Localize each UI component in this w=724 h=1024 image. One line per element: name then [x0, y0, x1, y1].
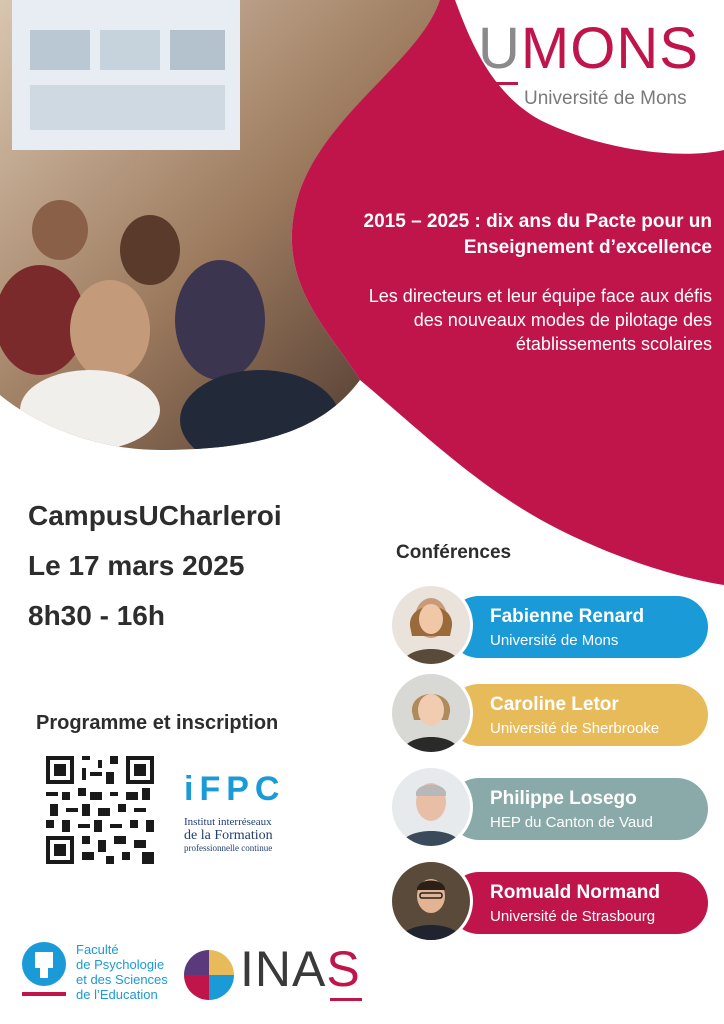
inas-puzzle-icon	[182, 948, 236, 1002]
speaker-name: Caroline Letor	[490, 694, 619, 715]
speaker-name: Romuald Normand	[490, 882, 660, 903]
event-title: 2015 – 2025 : dix ans du Pacte pour un Enseignement d’excellence	[363, 211, 712, 258]
speaker-photo	[392, 586, 470, 664]
speaker-photo	[392, 862, 470, 940]
speaker-affiliation: Université de Mons	[490, 632, 619, 649]
registration-qr-code[interactable]	[46, 756, 154, 864]
inas-logo-text: INAS	[240, 941, 361, 997]
event-location: CampusUCharleroi	[28, 500, 282, 531]
programme-heading: Programme et inscription	[36, 712, 279, 734]
speaker-card	[392, 674, 708, 752]
faculty-logo-icon	[18, 940, 70, 1002]
speaker-affiliation: Université de Sherbrooke	[490, 720, 660, 737]
faculty-name: Faculté de Psychologie et des Sciences de l’Education	[76, 942, 168, 1002]
speaker-affiliation: HEP du Canton de Vaud	[490, 814, 653, 831]
speaker-card	[392, 862, 708, 940]
speaker-card	[392, 586, 708, 664]
speaker-photo	[392, 674, 470, 752]
inas-underline	[330, 998, 362, 1001]
event-time: 8h30 - 16h	[28, 600, 165, 631]
event-subtitle: Les directeurs et leur équipe face aux défis des nouveaux modes de pilotage des établissements scolaires	[368, 286, 712, 354]
speaker-photo	[392, 768, 470, 846]
conferences-heading: Conférences	[396, 542, 512, 563]
speaker-name: Philippe Losego	[490, 788, 637, 809]
speaker-affiliation: Université de Strasbourg	[490, 908, 656, 925]
umons-logo: UMONS Université de Mons	[478, 16, 699, 109]
speaker-name: Fabienne Renard	[490, 606, 645, 627]
speaker-card	[392, 768, 708, 846]
umons-subtitle: Université de Mons	[524, 88, 687, 109]
event-date: Le 17 mars 2025	[28, 550, 245, 581]
ifpc-logo: iFPC Institut interréseaux de la Formation professionnelle continue	[184, 770, 286, 853]
